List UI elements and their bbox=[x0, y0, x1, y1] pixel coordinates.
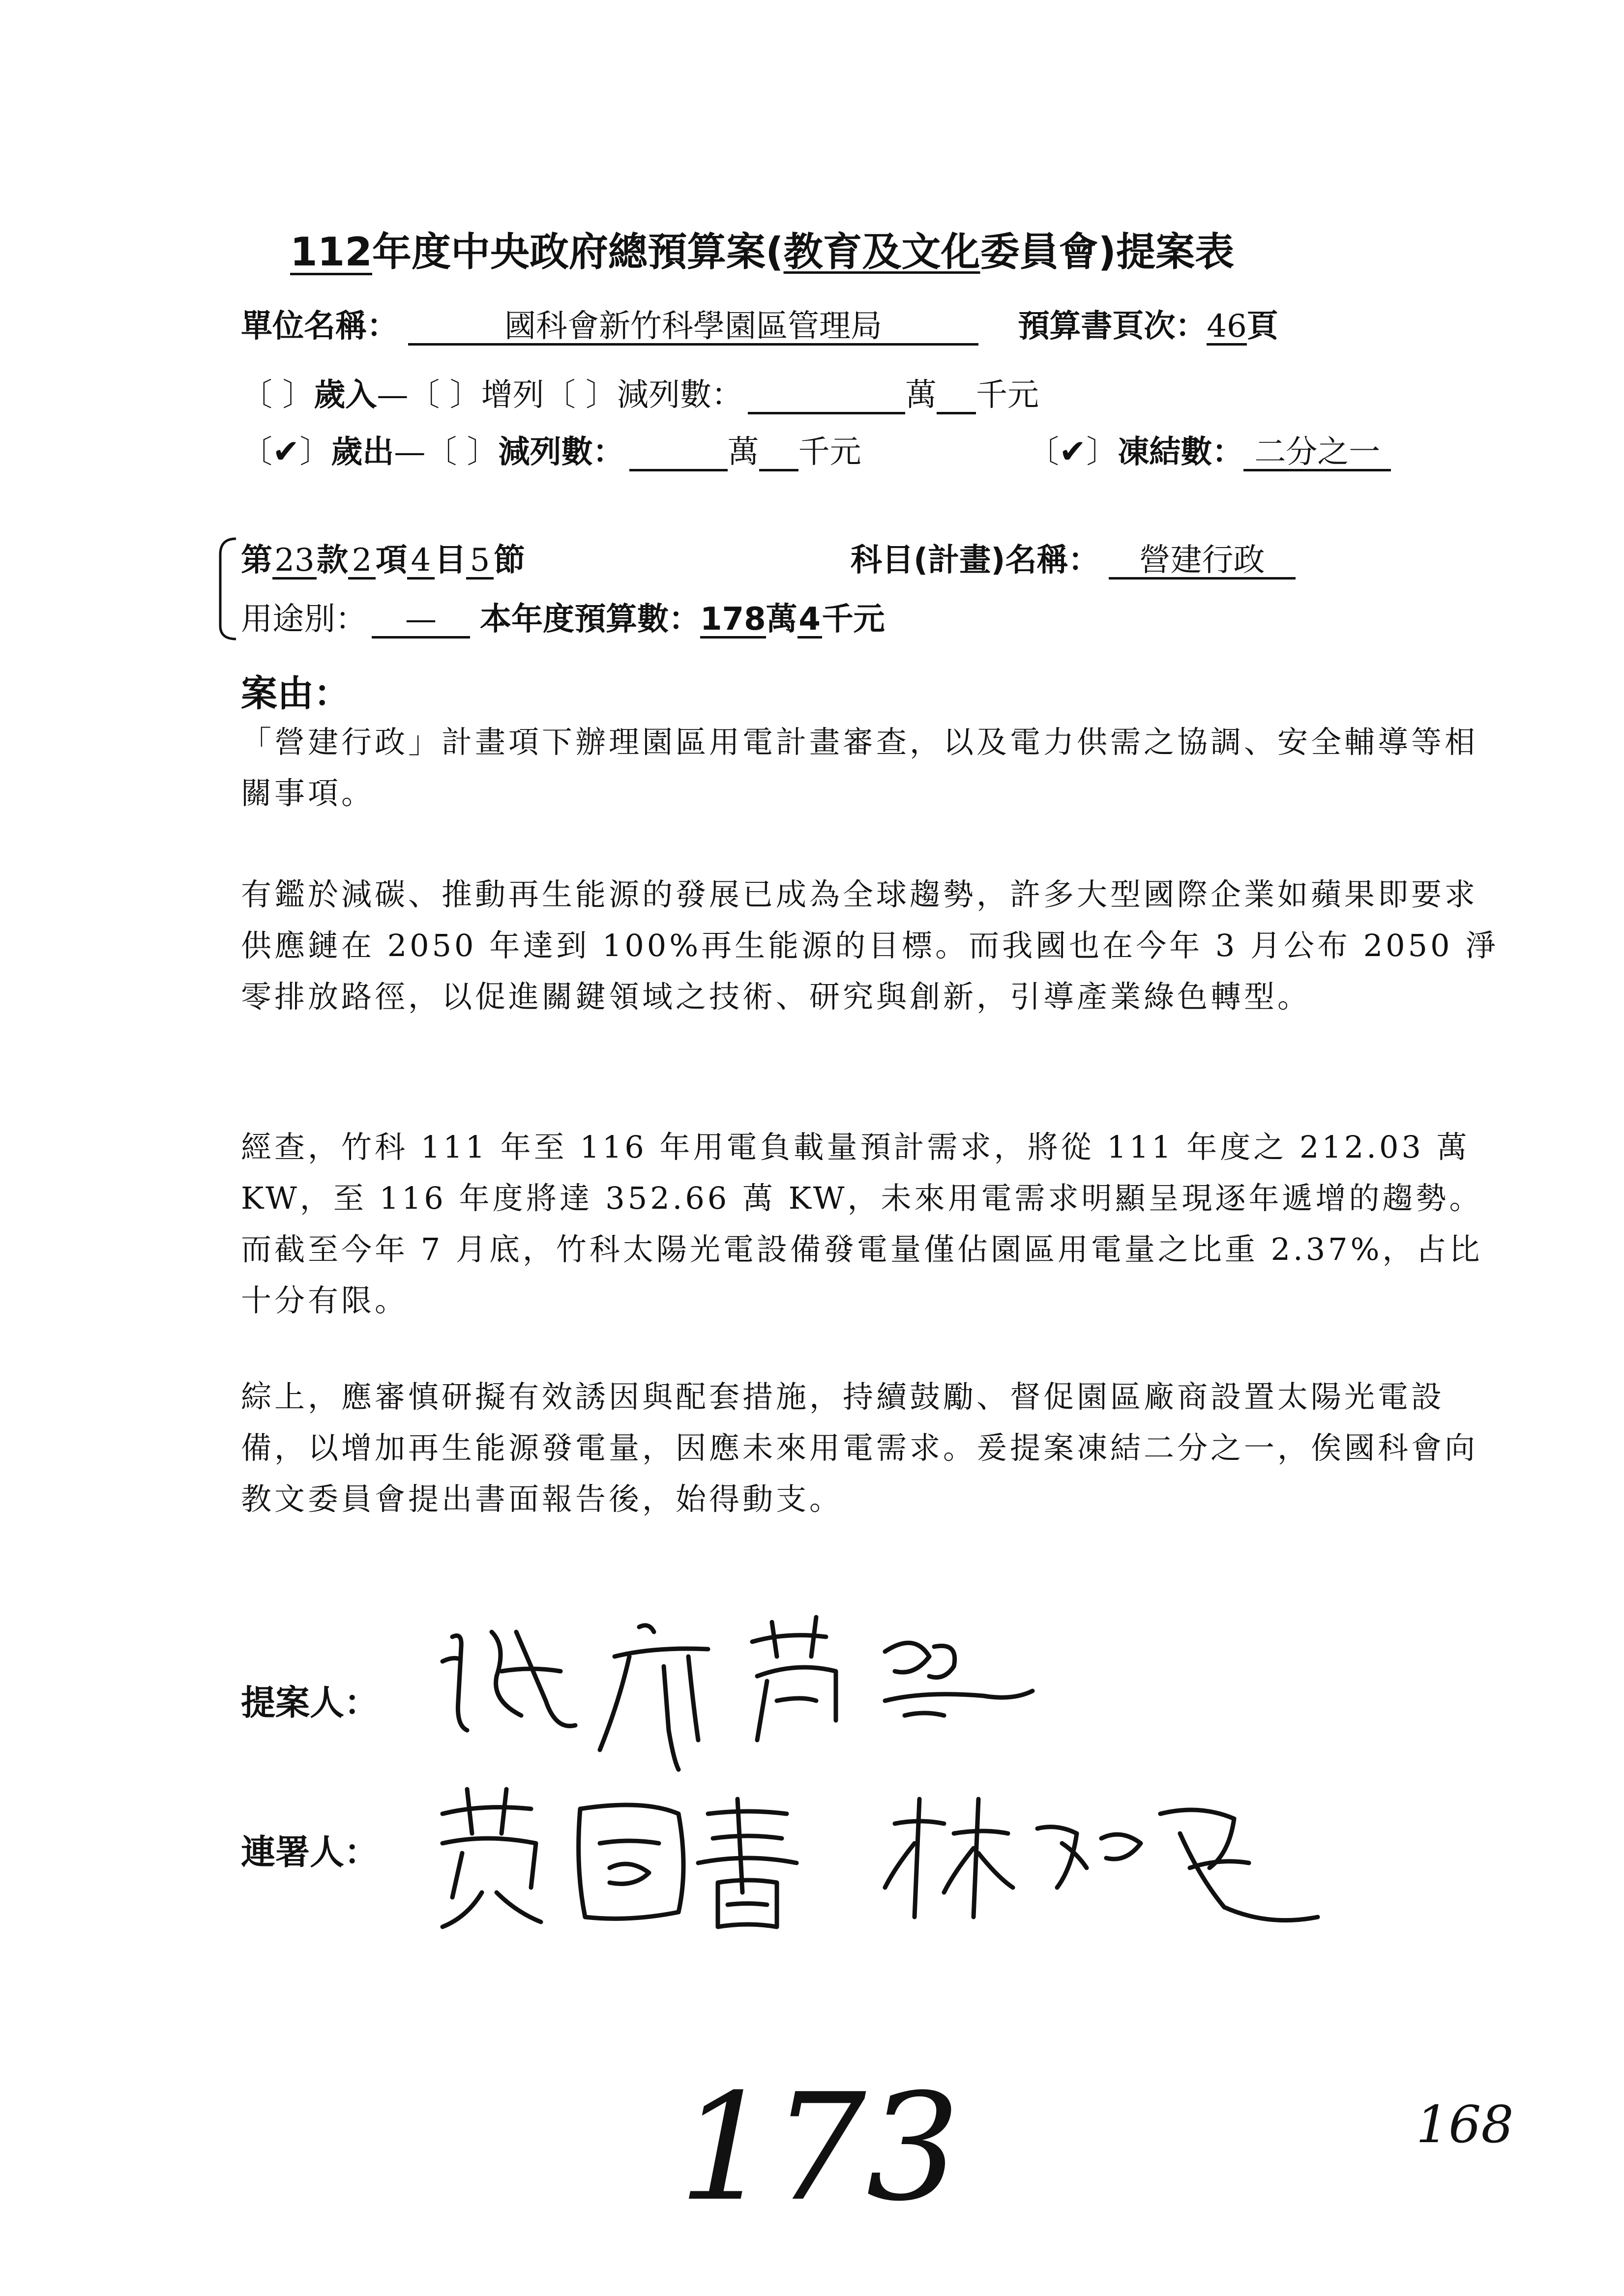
unit-row bbox=[241, 301, 1278, 346]
kuan-value: 23 bbox=[272, 544, 317, 580]
check-icon: ✔ bbox=[1059, 433, 1087, 470]
expenditure-wan: 萬 bbox=[727, 434, 759, 470]
revenue-row bbox=[241, 370, 1039, 415]
subject-value: 營建行政 bbox=[1109, 544, 1296, 580]
page-ref-suffix: 頁 bbox=[1246, 308, 1278, 345]
cosigner-label: 連署人： bbox=[241, 1832, 379, 1872]
form-title bbox=[290, 220, 1234, 277]
expenditure-cut-checkbox: 〔 〕 bbox=[425, 434, 499, 470]
case-paragraph: 綜上，應審慎研擬有效誘因與配套措施，持續鼓勵、督促園區廠商設置太陽光電設備，以增加再生能源發電量，因應未來用電需求。爰提案凍結二分之一，俟國科會向教文委員會提出書面報告後，始得動支。 bbox=[241, 1379, 1478, 1517]
freeze-checkbox: 〔✔〕 bbox=[1028, 433, 1118, 470]
cosigner-signature-1 bbox=[423, 1770, 1357, 1937]
expenditure-dash: — bbox=[394, 434, 426, 470]
case-heading: 案由： bbox=[241, 672, 350, 715]
expenditure-qian: 千元 bbox=[798, 434, 861, 470]
budget-item-row: 第23款 2 項 4 目 5 節 bbox=[241, 535, 525, 580]
handwritten-page-number-small: 168 bbox=[1416, 2094, 1514, 2154]
expenditure-wan-blank bbox=[629, 436, 728, 471]
title-text-a: 年度中央政府總預算案( bbox=[372, 229, 784, 275]
title-text-b: 委員會)提案表 bbox=[980, 229, 1235, 275]
proposer-signature bbox=[433, 1602, 1101, 1779]
revenue-add-checkbox: 〔 〕 bbox=[408, 377, 481, 413]
usage-value: — bbox=[372, 603, 470, 639]
revenue-dash: — bbox=[377, 377, 409, 413]
annual-budget-label: 本年度預算數： bbox=[480, 601, 700, 638]
page-ref-value: 46 bbox=[1207, 310, 1246, 346]
jie-value: 5 bbox=[466, 544, 494, 580]
title-committee: 教育及文化 bbox=[783, 229, 980, 275]
revenue-label: 歲入 bbox=[314, 377, 377, 413]
annual-budget-qian: 4 bbox=[797, 603, 822, 639]
mu-value: 4 bbox=[407, 544, 435, 580]
expenditure-row bbox=[241, 427, 861, 472]
expenditure-label: 歲出 bbox=[331, 434, 394, 470]
revenue-qian: 千元 bbox=[976, 377, 1039, 413]
expenditure-checkbox: 〔✔〕 bbox=[241, 433, 331, 470]
check-icon: ✔ bbox=[272, 433, 300, 470]
revenue-checkbox: 〔 〕 bbox=[241, 377, 314, 413]
budget-item-bracket bbox=[211, 535, 241, 643]
usage-row: 用途別： — 本年度預算數：178萬4千元 bbox=[241, 594, 885, 639]
revenue-wan: 萬 bbox=[905, 377, 937, 413]
freeze-row bbox=[1028, 427, 1391, 472]
title-year: 112 bbox=[290, 229, 372, 275]
page-ref-label: 預算書頁次： bbox=[1018, 308, 1207, 345]
revenue-cut-label: 減列數： bbox=[617, 377, 743, 413]
expenditure-qian-blank bbox=[759, 436, 798, 471]
revenue-qian-blank bbox=[937, 379, 976, 414]
proposer-label: 提案人： bbox=[241, 1683, 379, 1723]
xiang-value: 2 bbox=[348, 544, 376, 580]
expenditure-cut-label: 減列數： bbox=[498, 434, 624, 470]
freeze-value: 二分之一 bbox=[1243, 436, 1391, 471]
revenue-wan-blank bbox=[748, 379, 905, 414]
case-paragraph: 「營建行政」計畫項下辦理園區用電計畫審查，以及電力供需之協調、安全輔導等相關事項。 bbox=[241, 724, 1478, 811]
freeze-label: 凍結數： bbox=[1118, 434, 1244, 470]
unit-value: 國科會新竹科學園區管理局 bbox=[408, 310, 978, 346]
subject-label: 科目(計畫)名稱： bbox=[851, 542, 1100, 579]
handwritten-page-number: 173 bbox=[679, 2062, 960, 2234]
usage-label: 用途別： bbox=[241, 601, 367, 638]
revenue-add-label: 增列 bbox=[481, 377, 544, 413]
subject-row bbox=[851, 535, 1296, 580]
unit-label: 單位名稱： bbox=[241, 308, 398, 345]
case-paragraph: 有鑑於減碳、推動再生能源的發展已成為全球趨勢，許多大型國際企業如蘋果即要求供應鏈在 2050 年達到 100%再生能源的目標。而我國也在今年 3 月公布 2050 淨零排放路徑，以促進關鍵領域之技術、研究與創新，引導產業綠色轉型。 bbox=[241, 876, 1499, 1015]
case-paragraph: 經查，竹科 111 年至 116 年用電負載量預計需求，將從 111 年度之 212.03 萬 KW，至 116 年度將達 352.66 萬 KW，未來用電需求明顯呈現逐年遞增的趨勢。而截至今年 7 月底，竹科太陽光電設備發電量僅佔園區用電量之比重 2.37%，占比十分有限。 bbox=[241, 1129, 1483, 1318]
revenue-cut-checkbox: 〔 〕 bbox=[544, 377, 618, 413]
annual-budget-wan: 178 bbox=[700, 603, 766, 639]
